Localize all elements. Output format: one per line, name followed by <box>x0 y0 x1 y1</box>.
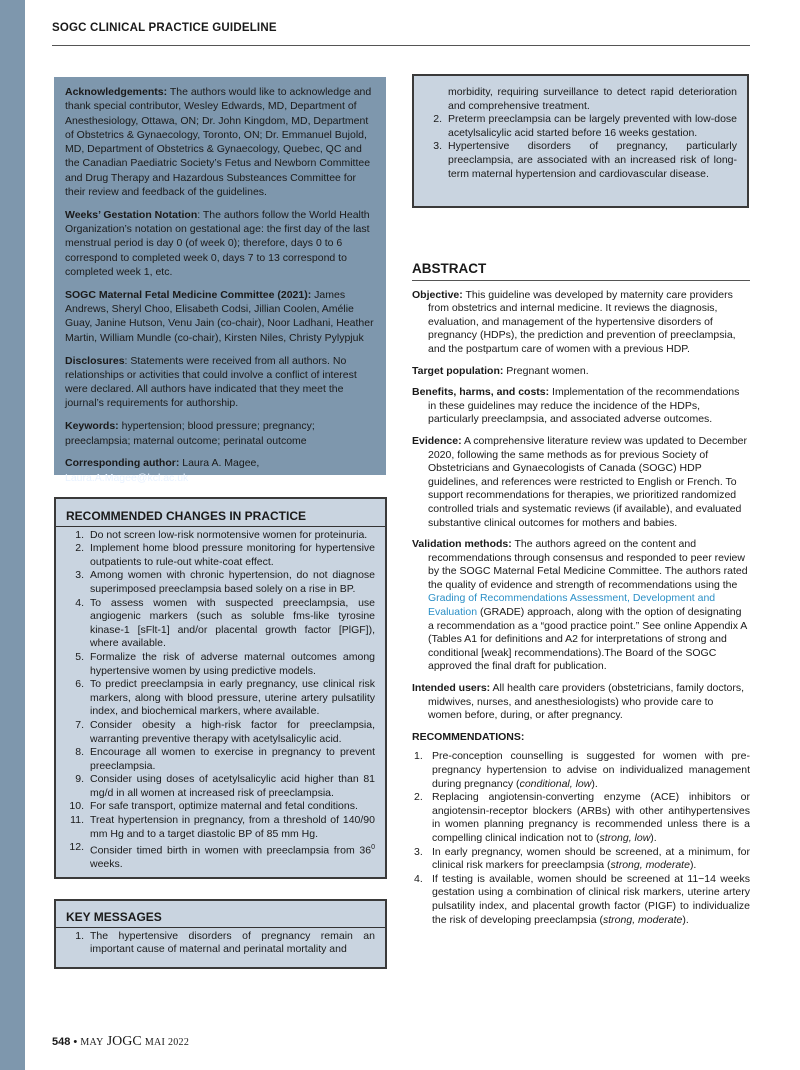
list-text-after: weeks. <box>90 858 123 871</box>
footer-bullet: • <box>73 1036 78 1048</box>
benefits-text: Implementation of the recommendations in these guidelines may reduce the incidence of the HDPs, particularly preeclampsia, and associated adverse outcomes. <box>428 386 740 426</box>
grade-label: strong, moderate <box>610 859 690 872</box>
footer-date: MAI 2022 <box>144 1037 190 1048</box>
key-message-item <box>414 113 737 140</box>
acknowledgements-box <box>54 77 386 484</box>
list-number: 11. <box>70 814 84 827</box>
recommendations-title: RECOMMENDATIONS: <box>412 730 525 743</box>
committee-label: SOGC Maternal Fetal Medicine Committee (2021): <box>65 288 312 301</box>
list-text: In early pregnancy, women should be screened, at a minimum, for clinical risk markers for preeclampsia ( <box>432 845 750 872</box>
key-message-item <box>56 930 375 957</box>
grade-label: strong, low <box>599 831 651 844</box>
email-link[interactable]: Laura.A.Magee@kcl.ac.uk <box>65 471 189 484</box>
corresponding-text: Laura A. Magee, <box>179 457 260 470</box>
list-text: Implement home blood pressure monitoring for hypertensive outpatients to rule-out white-coat effect. <box>90 542 375 568</box>
list-number: 12. <box>69 841 84 854</box>
list-number: 1. <box>75 929 84 942</box>
change-item <box>56 651 375 678</box>
list-text: Pre-conception counselling is suggested for women with pre-pregnancy hypertension to advise on individualized management during pregnancy ( <box>432 750 750 790</box>
evidence-text: A comprehensive literature review was updated to December 2020, following the same methods as for previous Society of Obstetricians and Gynaecologists of Canada (SOGC) HDP guidelines, and references were restricted to English or French. To support recommendations for therapies, we prioritized randomized controlled trials and systematic reviews (if available), and evaluated substantive clinical outcomes for mothers and babies. <box>428 434 748 529</box>
ack-text: The authors would like to acknowledge and thank special contributor, Wesley Edwards, MD, Department of Anesthesiology, Ottawa, ON; Dr. John Kingdom, MD, Department of Obstetrics & Gynaecology, Toronto, ON; Dr. Emmanuel Bujold, MD, Department of Obstetrics & Gynaecology, Quebec, QC and the Canadian Paediatric Society’s Fetus and Newborn Committee and Drug Therapy and Hazardous Substeances Committee for their review and feedback of the guidelines. <box>65 86 372 199</box>
grade-link[interactable]: Grading of Recommendations Assessment, Development and Evaluation <box>428 592 716 619</box>
list-number: 3. <box>433 140 442 153</box>
evidence-paragraph <box>412 435 750 530</box>
users-label: Intended users: <box>412 682 491 695</box>
list-text: Among women with chronic hypertension, do not diagnose superimposed preeclampsia based solely on a rise in BP. <box>90 569 375 595</box>
committee-paragraph <box>65 288 376 345</box>
list-text: Consider using doses of acetylsalicylic acid higher than 81 mg/d in all women at increased risk of preeclampsia. <box>90 773 375 799</box>
change-item <box>56 800 375 814</box>
keywords-label: Keywords: <box>65 420 119 433</box>
change-item <box>56 529 375 543</box>
list-number: 10. <box>69 800 84 813</box>
grade-label: strong, moderate <box>603 913 683 926</box>
list-number: 4. <box>414 872 423 885</box>
page-number: 548 <box>52 1036 71 1048</box>
keymsg-title: KEY MESSAGES <box>66 910 162 924</box>
change-item <box>56 773 375 800</box>
list-text: Consider obesity a high-risk factor for preeclampsia, warranting preventive therapy with acetylsalicylic acid. <box>90 718 375 745</box>
recommendation-item <box>412 791 750 845</box>
list-number: 1. <box>414 750 423 763</box>
recommendation-item <box>412 846 750 873</box>
change-item <box>56 597 375 651</box>
continued-list <box>414 113 747 181</box>
list-text: To predict preeclampsia in early pregnancy, use clinical risk markers, along with blood pressure, uterine artery pulsatility index, and biochemical markers, where available. <box>90 678 375 718</box>
list-text: To assess women with suspected preeclampsia, use angiogenic markers (such as soluble fms-like tyrosine kinase-1 [sFlt-1] and/or placental growth factor [PlGF]), where available. <box>90 596 375 650</box>
list-number: 8. <box>75 746 84 759</box>
weeks-label: Weeks’ Gestation Notation <box>65 208 198 221</box>
corresponding-paragraph <box>65 456 376 485</box>
list-number: 9. <box>75 773 84 786</box>
key-messages-box <box>54 899 387 969</box>
benefits-label: Benefits, harms, and costs: <box>412 386 550 399</box>
validation-label: Validation methods: <box>412 538 512 551</box>
keymsg-list <box>56 930 385 957</box>
ack-label: Acknowledgements: <box>65 86 168 98</box>
objective-label: Objective: <box>412 288 463 301</box>
benefits-paragraph <box>412 386 750 427</box>
users-paragraph <box>412 682 750 723</box>
list-text: The hypertensive disorders of pregnancy remain an important cause of maternal and perinatal mortality and <box>90 929 375 956</box>
left-sidebar-band <box>0 0 25 1070</box>
disclosures-label: Disclosures <box>65 354 125 367</box>
list-number: 1. <box>75 528 84 541</box>
change-item <box>56 542 375 569</box>
header-rule <box>52 45 750 46</box>
committee-text: James Andrews, Sheryl Choo, Elisabeth Codsi, Jillian Coolen, Amélie Guay, Janine Hutson, Venu Jain (co-chair), Noor Ladhani, Heather Martin, William Mundle (co-chair), Kirsten Niles, Christy Pylypjuk <box>65 288 374 344</box>
superscript: 0 <box>371 844 375 852</box>
list-number: 3. <box>75 569 84 582</box>
keymsg-title-rule <box>56 927 385 928</box>
recommendation-item <box>412 873 750 927</box>
abstract-column <box>412 262 750 927</box>
recommended-changes-box <box>54 497 387 879</box>
key-messages-continued-box <box>412 74 749 208</box>
disclosures-text: : Statements were received from all authors. No relationships or activities that could involve a conflict of interest were declared. All authors have indicated that they meet the journal’s requirements for authorship. <box>65 354 357 410</box>
disclosures-paragraph <box>65 354 376 411</box>
abstract-rule <box>412 280 750 281</box>
target-label: Target population: <box>412 364 504 377</box>
list-text-end: ). <box>650 831 657 844</box>
changes-list <box>56 529 385 872</box>
change-item <box>56 678 375 719</box>
list-number: 2. <box>75 542 84 555</box>
list-text-end: ). <box>689 859 697 872</box>
list-number: 2. <box>414 791 423 804</box>
running-header: SOGC CLINICAL PRACTICE GUIDELINE <box>52 22 277 34</box>
recommendations-list <box>412 750 750 927</box>
list-text: If testing is available, women should be screened at 11−14 weeks gestation using a combination of clinical risk markers, uterine artery pulsatility index, and placental growth factor (PIGF) to individualize the risk of developing preeclampsia ( <box>432 872 750 926</box>
changes-title-rule <box>56 526 385 527</box>
key-message-item <box>414 140 737 181</box>
list-text-end: ). <box>591 777 598 790</box>
list-text: Encourage all women to exercise in pregnancy to prevent preeclampsia. <box>90 746 375 772</box>
grade-label: conditional, low <box>519 777 592 790</box>
abstract-title: ABSTRACT <box>412 261 487 276</box>
target-paragraph <box>412 365 750 379</box>
list-text: Hypertensive disorders of pregnancy, particularly preeclampsia, are associated with an increased risk of long-term maternal hypertension and cardiovascular disease. <box>448 140 737 180</box>
evidence-label: Evidence: <box>412 434 462 447</box>
change-item <box>56 841 375 872</box>
keywords-text: hypertension; blood pressure; pregnancy; preeclampsia; maternal outcome; perinatal outcome <box>65 420 315 447</box>
list-text: Consider timed birth in women with preeclampsia from 36 <box>90 844 372 857</box>
list-text: For safe transport, optimize maternal and fetal conditions. <box>90 800 358 813</box>
list-text: Do not screen low-risk normotensive women for proteinuria. <box>90 528 368 541</box>
objective-text: This guideline was developed by maternity care providers from obstetrics and internal medicine. It reviews the diagnosis, evaluation, and management of the hypertensive disorders of pregnancy (HDPs), the prediction and prevention of preeclampsia, and the postpartum care of women with a previous HDP. <box>428 288 736 355</box>
ack-paragraph <box>65 85 376 199</box>
changes-title: RECOMMENDED CHANGES IN PRACTICE <box>66 509 307 523</box>
change-item <box>56 746 375 773</box>
recommendation-item <box>412 750 750 791</box>
footer-journal: JOGC <box>106 1034 142 1049</box>
continuation-text: morbidity, requiring surveillance to detect rapid deterioration and comprehensive treatment. <box>448 86 737 112</box>
validation-text-2: (GRADE) approach, along with the option of designating a recommendation as a “good practice point.” See online Appendix A (Tables A1 for definitions and A2 for interpretations of strong and conditional [weak] recommendations).The Board of the SOGC approved the final draft for publication. <box>428 606 747 673</box>
weeks-paragraph <box>65 208 376 279</box>
change-item <box>56 569 375 596</box>
list-number: 2. <box>433 113 442 126</box>
list-number: 6. <box>75 678 84 691</box>
list-number: 3. <box>414 845 423 858</box>
keywords-paragraph <box>65 419 376 448</box>
change-item <box>56 719 375 746</box>
list-number: 7. <box>75 718 84 731</box>
footer-month: MAY <box>80 1037 104 1048</box>
list-text: Preterm preeclampsia can be largely prevented with low-dose acetylsalicylic acid started before 16 weeks gestation. <box>448 113 737 139</box>
change-item <box>56 814 375 841</box>
validation-text-1: The authors agreed on the content and recommendations through consensus and responded to peer review by the SOGC Maternal Fetal Medicine Committee. The authors rated the quality of evidence and strength of recommendations using the <box>428 538 748 591</box>
list-number: 5. <box>75 650 84 663</box>
target-text: Pregnant women. <box>503 364 589 377</box>
list-text-end: ). <box>682 913 689 926</box>
users-text: All health care providers (obstetricians, family doctors, midwives, nurses, and anesthesiologists) who provide care to women before, during, or after pregnancy. <box>428 682 745 722</box>
objective-paragraph <box>412 289 750 357</box>
corresponding-label: Corresponding author: <box>65 457 180 470</box>
list-text: Treat hypertension in pregnancy, from a threshold of 140/90 mm Hg and to a target diastolic BP of 85 mm Hg. <box>90 814 375 840</box>
list-text: Replacing angiotensin-converting enzyme (ACE) inhibitors or angiotensin-receptor blockers (ARBs) with other antihypertensives in women planning pregnancy is recommended unless there is a compelling clinical indication not to ( <box>432 791 750 844</box>
weeks-text: : The authors follow the World Health Organization’s notation on gestational age: the first day of the last menstrual period is day 0 (of week 0); therefore, days 0 to 6 correspond to completed week 0, days 7 to 13 correspond to completed week 1, etc. <box>65 208 370 279</box>
validation-paragraph <box>412 538 750 674</box>
list-text: Formalize the risk of adverse maternal outcomes among hypertensive women by using predictive models. <box>90 650 375 677</box>
page-footer <box>52 1034 189 1050</box>
list-number: 4. <box>75 596 84 609</box>
